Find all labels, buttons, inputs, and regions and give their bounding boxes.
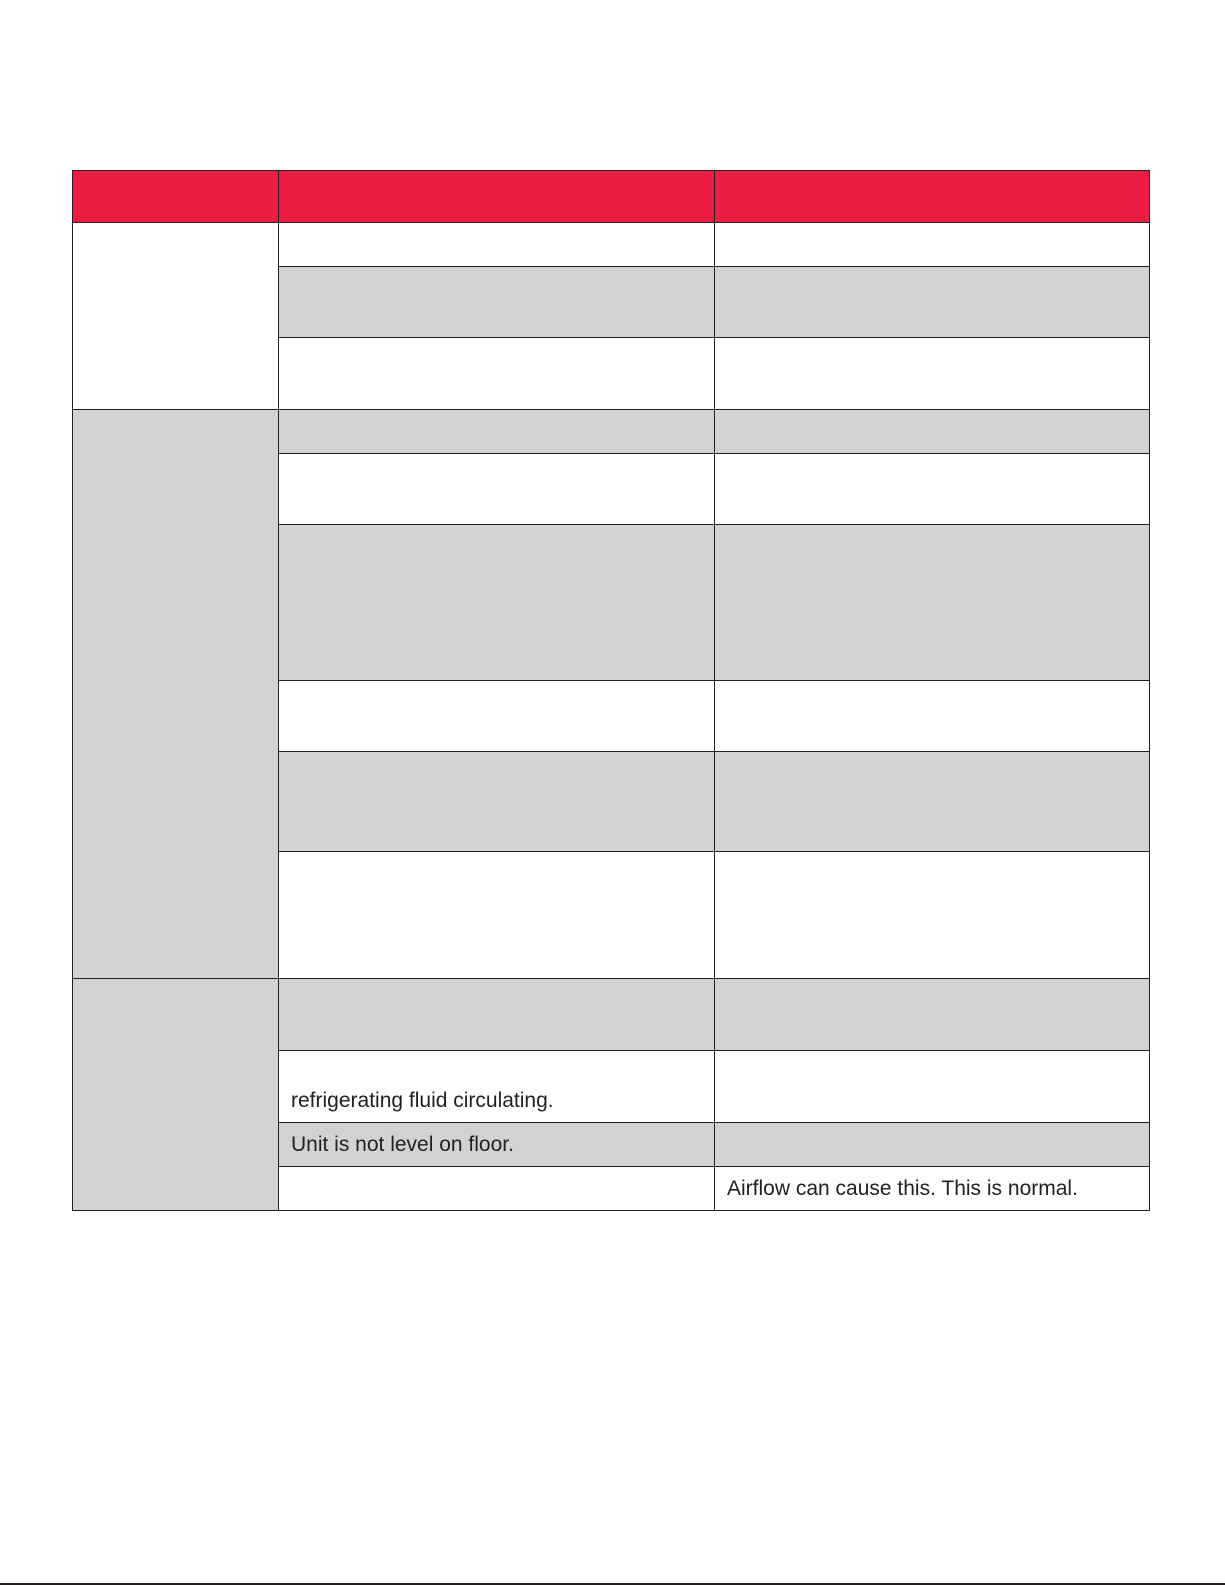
solution-text [727,516,1137,524]
cause-text [291,445,702,453]
cause-cell [279,681,715,752]
table-header-row [73,171,1150,223]
cause-text [291,401,702,409]
cause-text [291,329,702,337]
solution-text [727,970,1137,978]
solution-cell [715,752,1150,852]
solution-cell [715,454,1150,525]
solution-cell [715,1051,1150,1123]
cause-cell [279,1051,715,1123]
solution-text [727,1042,1137,1050]
cause-text [291,743,702,751]
solution-cell [715,267,1150,338]
solution-cell [715,1167,1150,1211]
problem-cell [73,979,279,1211]
solution-cell [715,525,1150,681]
solution-text: Airflow can cause this. This is normal. [727,1177,1078,1200]
cause-text [291,843,702,851]
cause-text [291,1202,702,1210]
solution-text [727,258,1137,266]
cause-text [291,258,702,266]
cause-cell [279,338,715,410]
cause-cell [279,223,715,267]
cause-cell [279,525,715,681]
solution-text [727,743,1137,751]
solution-cell [715,852,1150,979]
table-row [73,223,1150,267]
solution-text [727,1158,1137,1166]
cause-cell [279,852,715,979]
solution-cell [715,1123,1150,1167]
cause-text: Unit is not level on floor. [291,1133,514,1156]
solution-cell [715,338,1150,410]
table-row [73,979,1150,1051]
header-possible-cause [279,171,715,223]
cause-cell [279,410,715,454]
header-problem [73,171,279,223]
troubleshooting-table [72,170,1150,1211]
solution-text [727,445,1137,453]
cause-text: refrigerating fluid circulating. [291,1089,554,1112]
cause-text [291,1042,702,1050]
header-solution [715,171,1150,223]
problem-cell [73,410,279,979]
solution-text [727,843,1137,851]
solution-text [727,329,1137,337]
cause-cell [279,979,715,1051]
solution-text [727,401,1137,409]
solution-text [727,672,1137,680]
cause-cell [279,752,715,852]
cause-cell [279,1123,715,1167]
solution-cell [715,410,1150,454]
solution-cell [715,681,1150,752]
solution-cell [715,223,1150,267]
cause-text [291,970,702,978]
problem-cell [73,223,279,410]
solution-cell [715,979,1150,1051]
cause-text [291,516,702,524]
solution-text [727,1114,1137,1122]
table-row [73,410,1150,454]
cause-text [291,672,702,680]
cause-cell [279,454,715,525]
cause-cell [279,267,715,338]
cause-cell [279,1167,715,1211]
